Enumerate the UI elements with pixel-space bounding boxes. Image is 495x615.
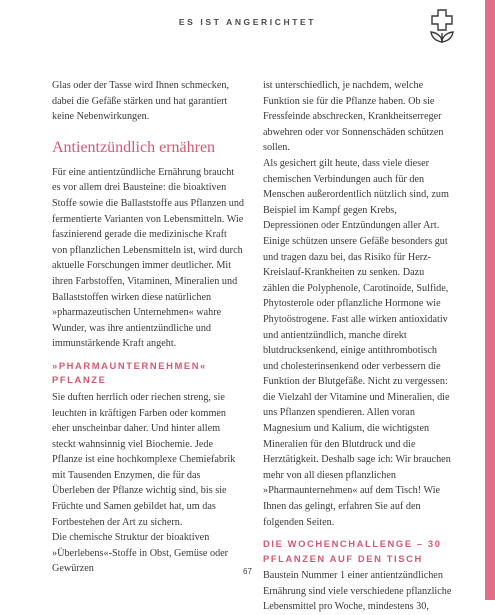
running-head: ES IST ANGERICHTET <box>178 17 317 27</box>
left-column <box>52 78 244 577</box>
section-heading: Antientzündlich ernähren <box>52 138 216 156</box>
subheading: DIE WOCHENCHALLENGE – 30 PFLANZEN AUF DEN TISCH <box>263 538 442 564</box>
body-paragraph: Sie duften herrlich oder riechen streng, sie leuchten in kräftigen Farben oder kommen eher unscheinbar daher. Und hinter allem steckt wahnsinnig viel Biochemie. Jede Pflanze ist eine hochkomplexe Chemiefabrik mit Tausenden Enzymen, die für das Überleben der Pflanze wichtig sind, bis sie Früchte und Samen gebildet hat, um das Fortbestehen der Art zu sichern. <box>52 391 236 528</box>
body-paragraph: Als gesichert gilt heute, dass viele dieser chemischen Verbindungen auch für den Menschen außerordentlich nützlich sind, zum Beispiel im Kampf gegen Krebs, Depressionen oder Entzündungen aller Art. Einige schützen unsere Gefäße besonders gut und tragen dazu bei, das Risiko für Herz-Kreislauf-Krankheiten zu senken. Dazu zählen die Polyphenole, Carotinoide, Sulfide, Phytosterole oder pflanzliche Hormone wie Phytoöstrogene. Fast alle wirken antioxidativ und antientzündlich, manche direkt blutdrucksenkend, einige antithrombotisch und cholesterinsenkend oder verbessern die Funktion der Blutgefäße. Nicht zu vergessen: die Vielzahl der Vitamine und Mineralien, die uns Pflanzen spendieren. Allen voran Magnesium und Kalium, die wichtigsten Mineralien für den Blutdruck und die Herztätigkeit. Deshalb sage ich: Wir brauchen mehr von all diesen pflanzlichen »Pharmaunternehmen« auf dem Tisch! Wie Ihnen das gelingt, erfahren Sie auf den folgenden Seiten. <box>263 157 451 528</box>
body-paragraph: ist unterschiedlich, je nachdem, welche Funktion sie für die Pflanze haben. Ob sie Fressfeinde abschrecken, Krankheitserreger abwehren oder vor Sonnenschäden schützen sollen. <box>263 80 444 154</box>
page-number: 67 <box>243 567 252 576</box>
body-paragraph: Für eine antientzündliche Ernährung braucht es vor allem drei Bausteine: die bioaktiven Stoffe sowie die Ballaststoffe aus Pflanzen und fermentierte Varianten von Lebensmitteln. Wie faszinierend gerade die medizinische Kraft von pflanzlichen Lebensmitteln ist, wird durch aktuelle Forschungen immer deutlicher. Mit ihren Farbstoffen, Vitaminen, Mineralien und Ballaststoffen wirken diese natürlichen »pharmazeutischen Unternehmen« wahre Wunder, was ihre antientzündliche und immunstärkende Kraft angeht. <box>52 166 245 350</box>
side-color-strip <box>485 0 495 600</box>
right-column <box>263 78 453 615</box>
body-paragraph: Baustein Nummer 1 einer antientzündlichen Ernährung sind viele verschiedene pflanzliche Lebensmittel pro Woche, mindestens 30, <box>263 570 452 613</box>
body-paragraph: Die chemische Struktur der bioaktiven »Überlebens«-Stoffe in Obst, Gemüse oder Gewürzen <box>52 532 229 575</box>
subheading: »PHARMAUNTERNEHMEN« PFLANZE <box>52 359 207 386</box>
plus-leaves-icon <box>427 8 457 44</box>
intro-paragraph: Glas oder der Tasse wird Ihnen schmecken, dabei die Gefäße stärken und hat garantiert keine Nebenwirkungen. <box>52 80 230 123</box>
